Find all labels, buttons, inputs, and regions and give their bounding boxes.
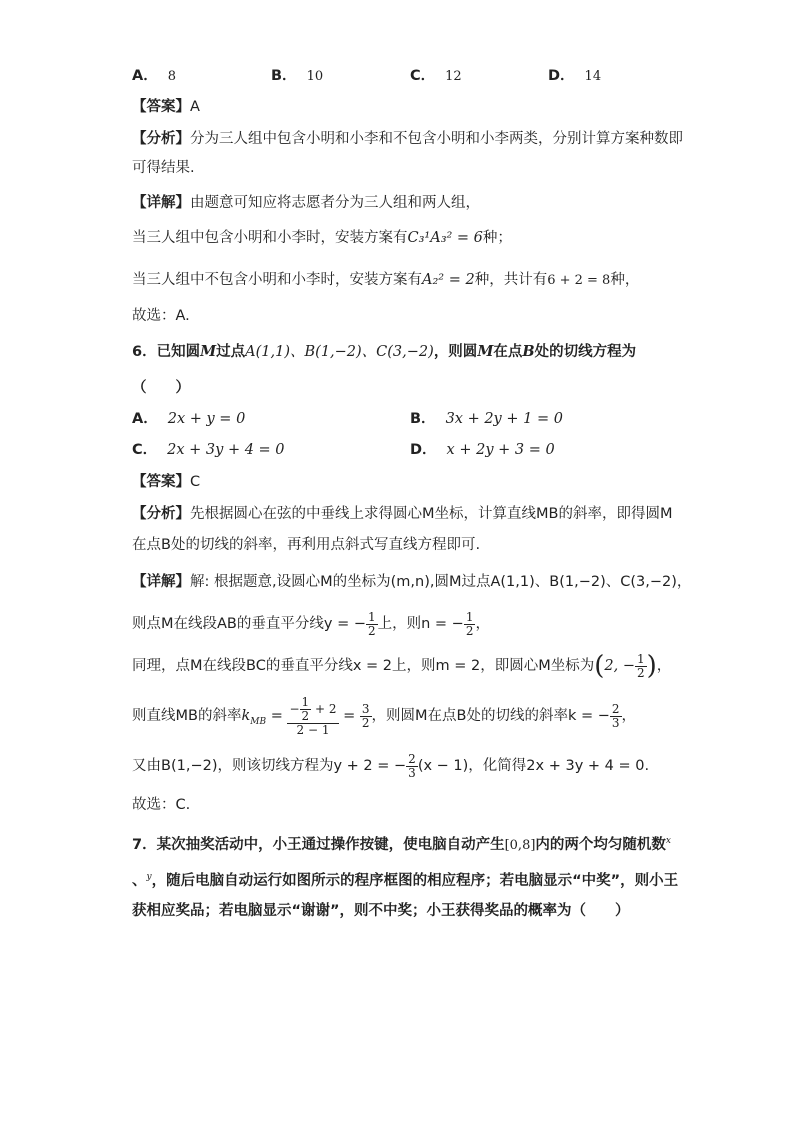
q5-option-c: C． 12	[410, 68, 462, 84]
q5-detail-line-3: 当三人组中不包含小明和小李时，安装方案有A₂² = 2种，共计有6 + 2 = 8种，	[132, 272, 640, 288]
q6-detail-line-1: 【详解】解: 根据题意,设圆心M的坐标为(m,n),圆M过点A(1,1)、B(1,−2)、C(3,−2)，	[132, 574, 692, 590]
q5-option-a: A． 8	[132, 68, 177, 84]
fraction-two-thirds: $\frac{2}{3}$	[611, 701, 620, 730]
q5-option-b: B． 10	[271, 68, 324, 84]
q5-answer: 【答案】A	[132, 99, 200, 115]
q6-option-c: C． 2x + 3y + 4 = 0	[132, 442, 285, 458]
q6-detail-line-3: 同理，点M在线段BC的垂直平分线x = 2上，则m = 2，即圆心M坐标为(2, − $\frac{1}{2}$ )，	[132, 651, 672, 681]
fraction-one-half: $\frac{1}{2}$	[465, 609, 474, 638]
q5-detail-line-2: 当三人组中包含小明和小李时，安装方案有C₃¹A₃² = 6种；	[132, 230, 512, 246]
fraction-one-half: $\frac{1}{2}$	[367, 609, 376, 638]
q6-answer-blank: （ ）	[132, 380, 190, 396]
q6-answer: 【答案】C	[132, 474, 201, 490]
q6-detail-line-5: 又由B(1,−2)，则该切线方程为y + 2 = − $\frac{2}{3}$ (x − 1)，化简得2x + 3y + 4 = 0.	[132, 751, 650, 780]
q6-option-a: A． 2x + y = 0	[132, 411, 246, 427]
q5-detail-line-1: 【详解】由题意可知应将志愿者分为三人组和两人组，	[132, 195, 480, 211]
q5-analysis-line-2: 可得结果.	[132, 160, 195, 176]
q6-conclusion: 故选：C.	[132, 797, 191, 813]
q7-stem-line-3: 获相应奖品；若电脑显示“谢谢”，则不中奖；小王获得奖品的概率为（ ）	[132, 903, 630, 919]
slope-fraction: − $\frac{1}{2}$ + 2 2 − 1	[289, 694, 337, 737]
q7-stem-line-2: 、$^y$，随后电脑自动运行如图所示的程序框图的相应程序；若电脑显示“中奖”，则小王	[132, 872, 679, 889]
q5-conclusion: 故选：A.	[132, 308, 190, 324]
q6-analysis-line-2: 在点B处的切线的斜率，再利用点斜式写直线方程即可.	[132, 537, 481, 553]
q6-detail-line-4: 则直线MB的斜率$k_{MB}$ = − $\frac{1}{2}$ + 2 2 − 1 = $\frac{3}{2}$ ，则圆M在点B处的切线的斜率k = − $\frac{2}{3}$ ，	[132, 694, 637, 737]
q6-option-b: B． 3x + 2y + 1 = 0	[410, 411, 563, 427]
q6-stem: 6．已知圆M过点A(1,1)、B(1,−2)、C(3,−2)，则圆M在点B处的切线方程为	[132, 343, 637, 360]
q5-analysis-line-1: 【分析】分为三人组中包含小明和小李和不包含小明和小李两类，分别计算方案种数即	[132, 131, 683, 147]
q6-option-d: D． x + 2y + 3 = 0	[410, 442, 555, 458]
fraction-three-halves: $\frac{3}{2}$	[361, 701, 370, 730]
fraction-two-thirds: $\frac{2}{3}$	[408, 751, 416, 780]
fraction-one-half: $\frac{1}{2}$	[636, 651, 645, 680]
q6-detail-line-2: 则点M在线段AB的垂直平分线y = − $\frac{1}{2}$ 上，则n = − $\frac{1}{2}$ ，	[132, 609, 490, 638]
q7-stem-line-1: 7．某次抽奖活动中，小王通过操作按键，使电脑自动产生[0,8]内的两个均匀随机数$^x$	[132, 836, 671, 853]
q5-option-d: D． 14	[548, 68, 602, 84]
q6-analysis-line-1: 【分析】先根据圆心在弦的中垂线上求得圆心M坐标，计算直线MB的斜率，即得圆M	[132, 506, 673, 522]
